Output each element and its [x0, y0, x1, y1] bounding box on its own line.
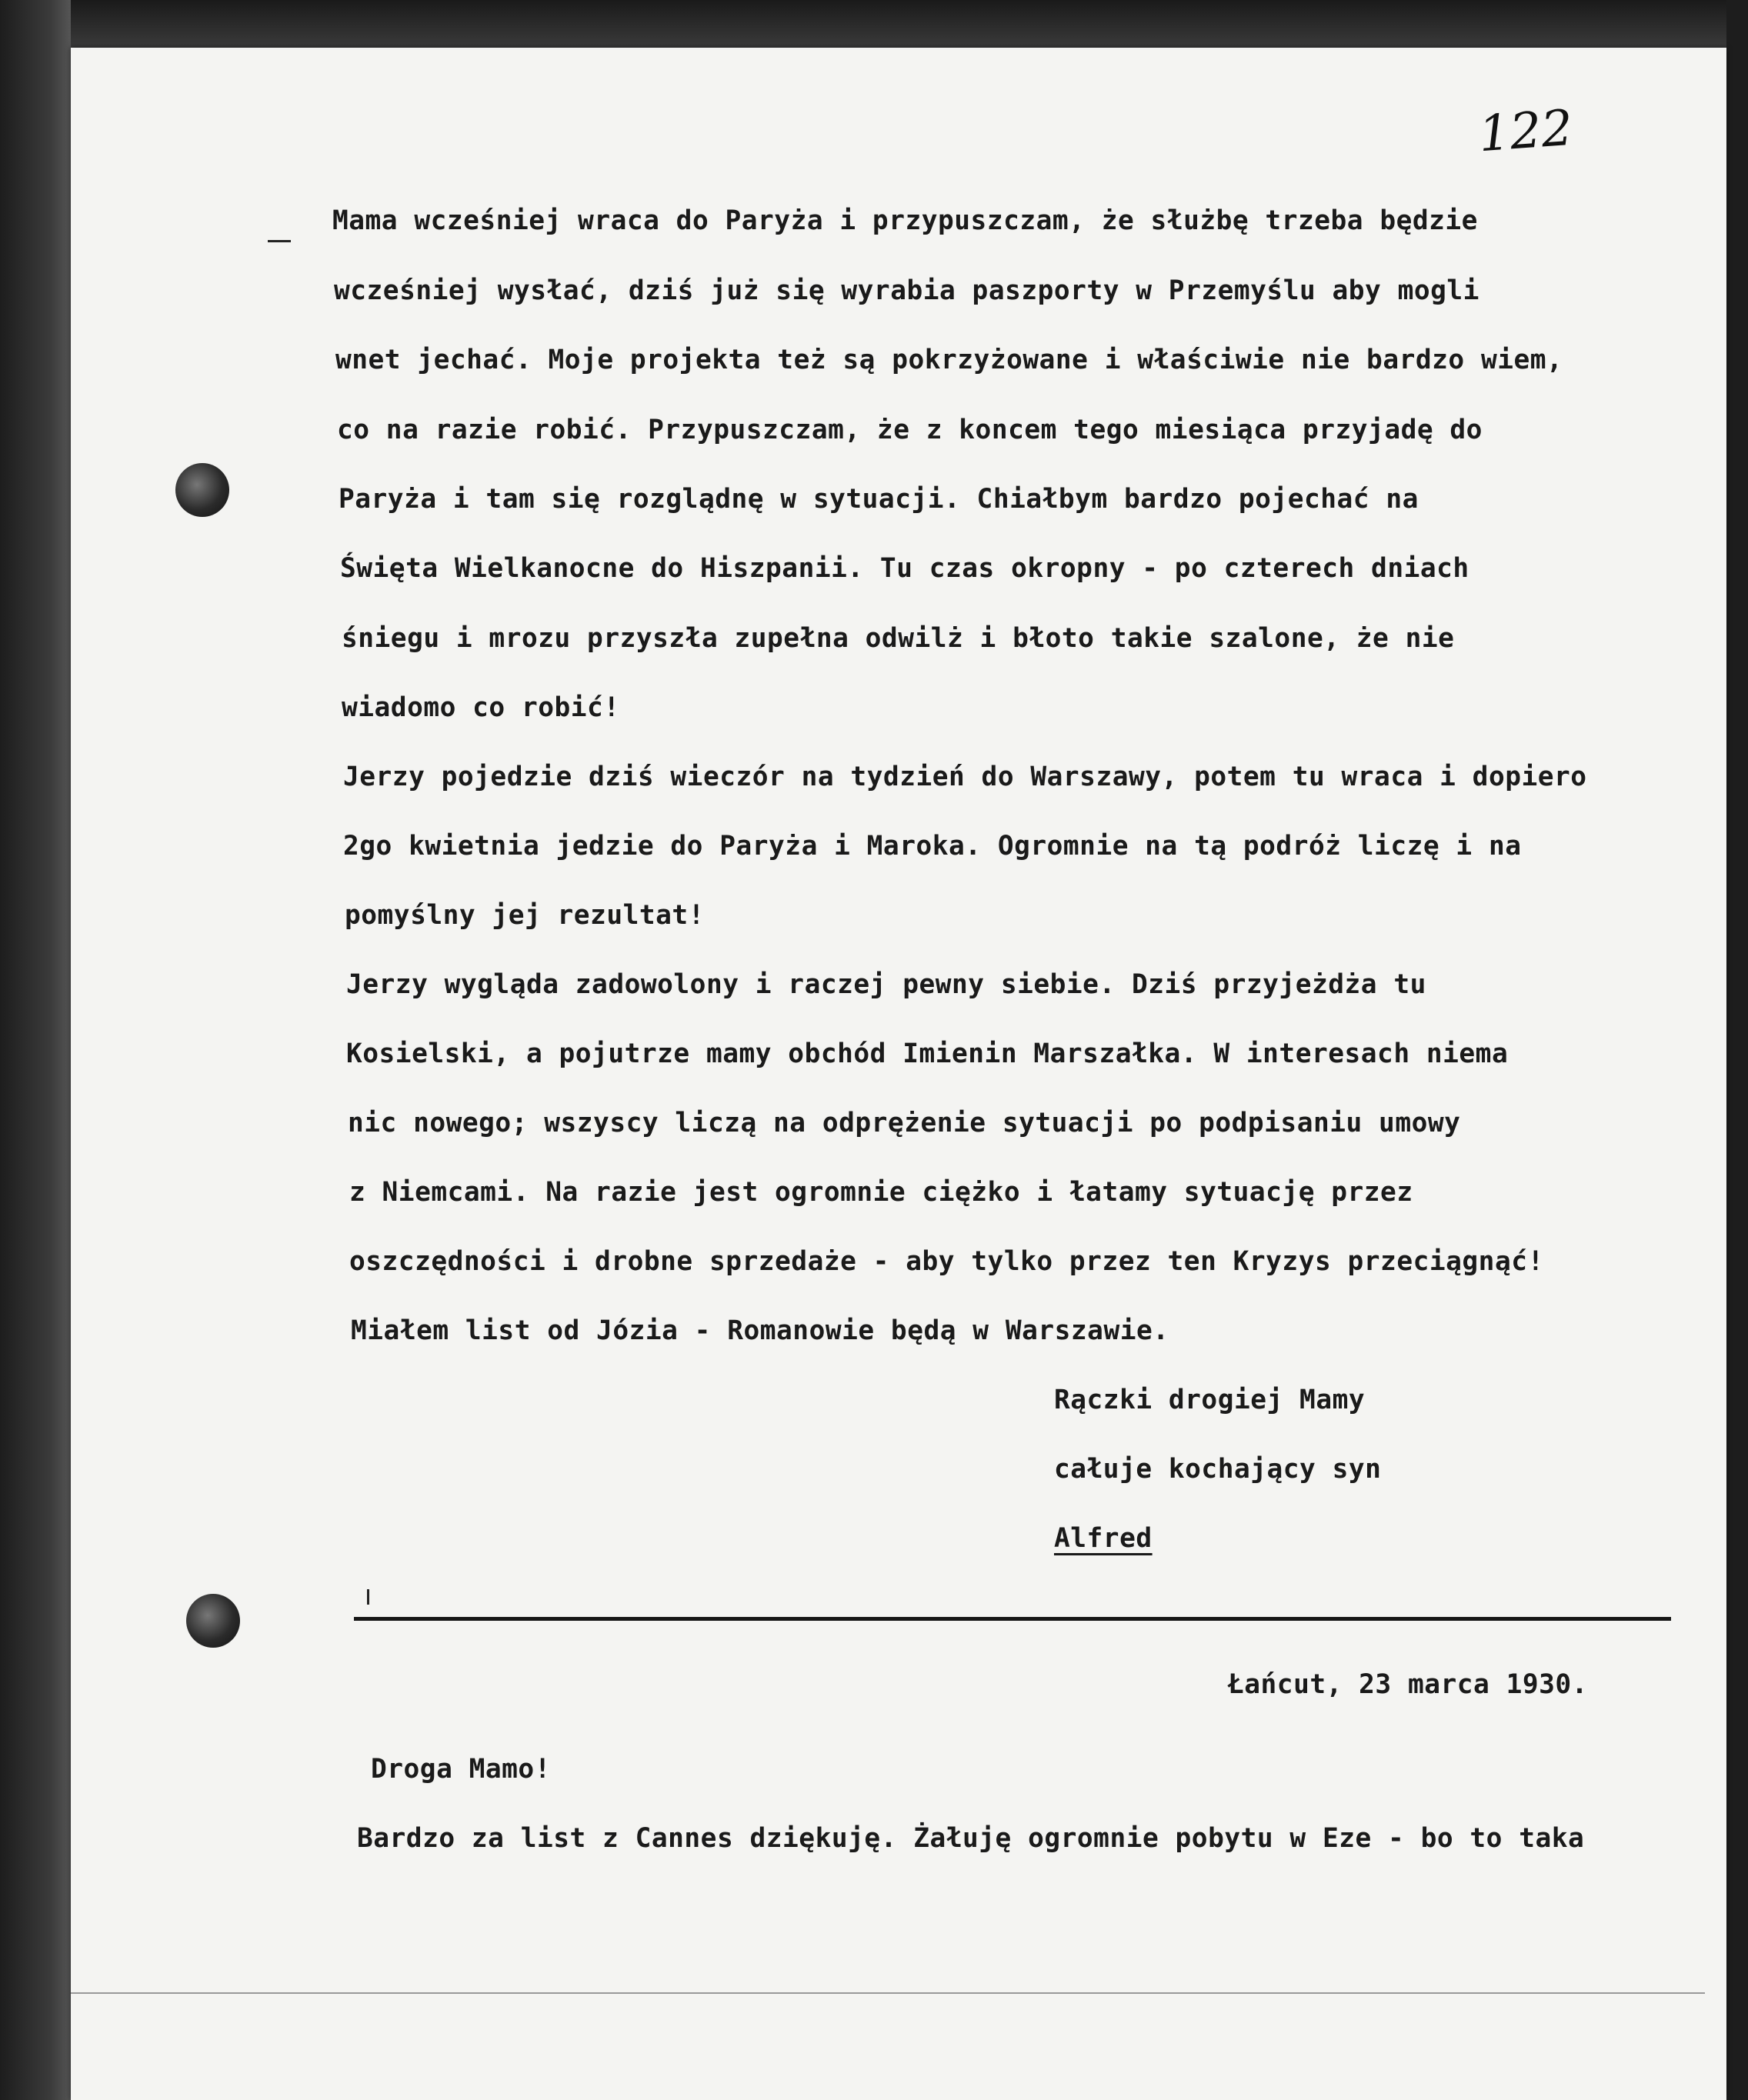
letter-1-line: co na razie robić. Przypuszczam, że z koncem tego miesiąca przyjadę do — [337, 415, 1483, 445]
scan-border-left — [0, 0, 71, 2100]
handwritten-page-number: 122 — [1476, 99, 1575, 164]
document-page — [71, 48, 1726, 2100]
letter-1-line: Miałem list od Józia - Romanowie będą w Warszawie. — [351, 1315, 1169, 1346]
letter-separator-line — [354, 1617, 1671, 1621]
letter-1-line: Kosielski, a pojutrze mamy obchód Imienin Marszałka. W interesach niema — [346, 1038, 1509, 1069]
letter-1-line: Mama wcześniej wraca do Paryża i przypuszczam, że służbę trzeba będzie — [332, 205, 1478, 236]
closing-line: Rączki drogiej Mamy — [1054, 1385, 1366, 1415]
letter-1-line: oszczędności i drobne sprzedaże - aby tylko przez ten Kryzys przeciągnąć! — [349, 1246, 1544, 1277]
letter-1-line: z Niemcami. Na razie jest ogromnie ciężko i łatamy sytuację przez — [349, 1177, 1413, 1208]
letter-2-line: Bardzo za list z Cannes dziękuję. Żałuję ogromnie pobytu w Eze - bo to taka — [357, 1823, 1585, 1854]
scan-border-right — [1726, 0, 1748, 2100]
letter-1-line: wcześniej wysłać, dziś już się wyrabia paszporty w Przemyślu aby mogli — [334, 275, 1479, 306]
letter-1-line: Święta Wielkanocne do Hiszpanii. Tu czas okropny - po czterech dniach — [340, 553, 1469, 584]
salutation: Droga Mamo! — [371, 1754, 551, 1785]
margin-tick — [367, 1589, 369, 1605]
letter-1-line: 2go kwietnia jedzie do Paryża i Maroka. Ogromnie na tą podróż liczę i na — [343, 831, 1522, 862]
letter-1-line: Jerzy wygląda zadowolony i raczej pewny siebie. Dziś przyjeżdża tu — [346, 969, 1426, 1000]
scan-border-top — [0, 0, 1748, 48]
scan-bottom-line — [71, 1992, 1705, 1994]
letter-1-line: wnet jechać. Moje projekta też są pokrzyżowane i właściwie nie bardzo wiem, — [335, 345, 1563, 375]
place-date: Łańcut, 23 marca 1930. — [1228, 1669, 1588, 1700]
letter-1-line: Jerzy pojedzie dziś wieczór na tydzień do Warszawy, potem tu wraca i dopiero — [343, 762, 1587, 792]
margin-dash — [268, 240, 291, 242]
closing-line: całuje kochający syn — [1054, 1454, 1382, 1485]
letter-1-line: wiadomo co robić! — [342, 692, 620, 723]
letter-1-line: nic nowego; wszyscy liczą na odprężenie sytuacji po podpisaniu umowy — [348, 1108, 1461, 1138]
punch-hole-upper — [175, 463, 229, 517]
letter-1-line: Paryża i tam się rozglądnę w sytuacji. Chiałbym bardzo pojechać na — [339, 484, 1419, 515]
letter-1-line: pomyślny jej rezultat! — [345, 900, 705, 931]
punch-hole-lower — [186, 1594, 240, 1648]
letter-1-line: śniegu i mrozu przyszła zupełna odwilż i błoto takie szalone, że nie — [342, 623, 1455, 654]
signature: Alfred — [1054, 1523, 1153, 1554]
